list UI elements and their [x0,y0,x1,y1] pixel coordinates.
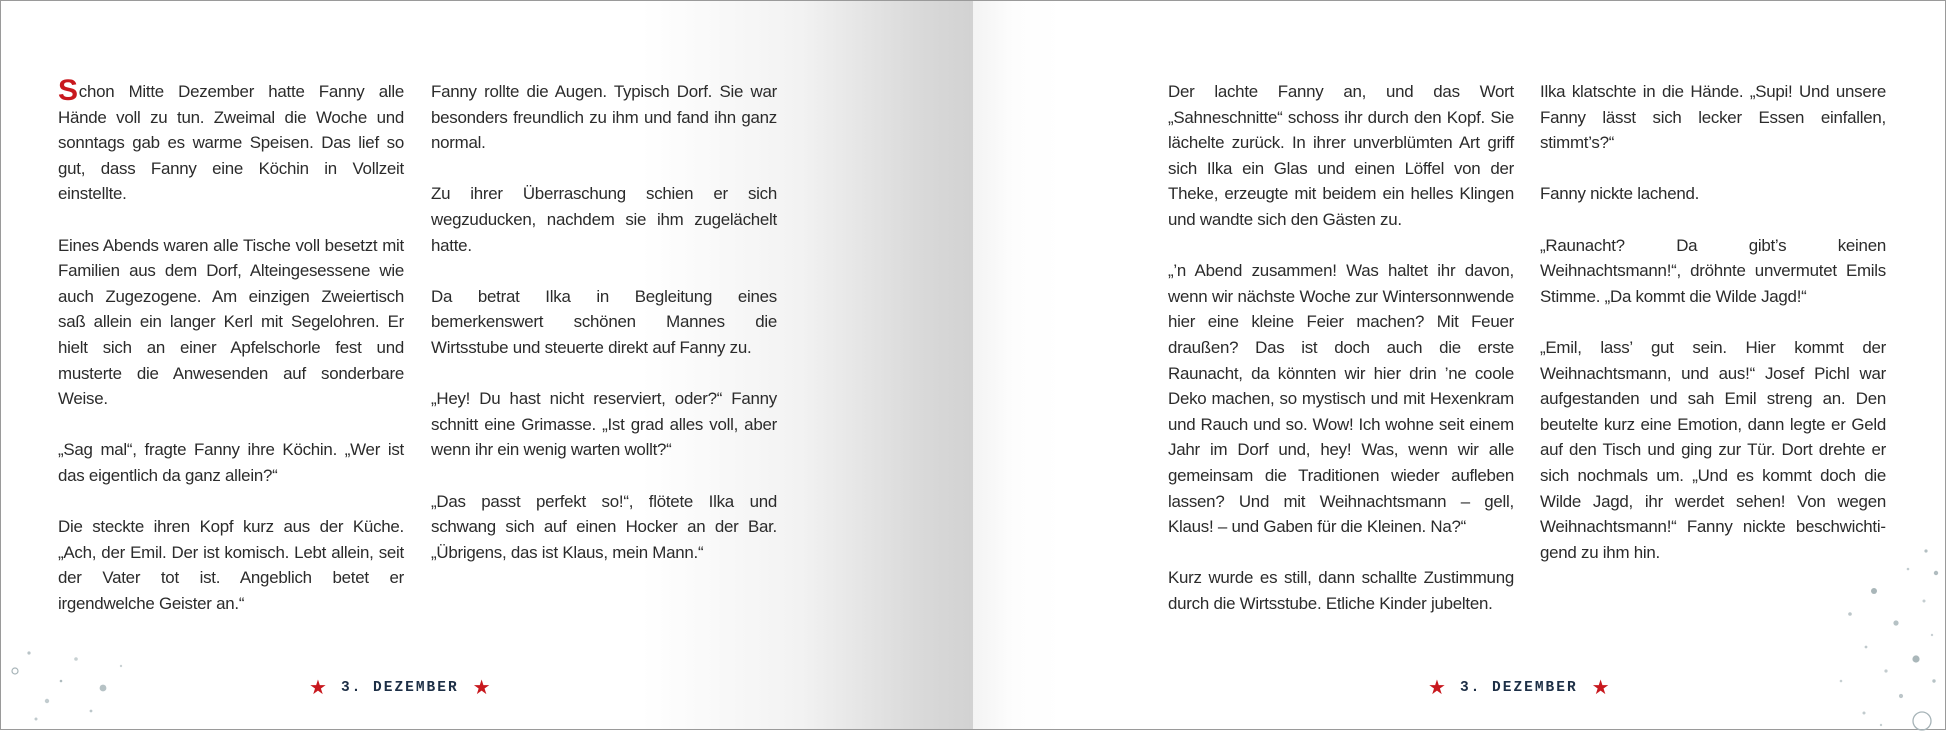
left-page [0,0,973,730]
chapter-label: 3. DEZEMBER [1459,680,1578,696]
paragraph: „Das passt perfekt so!“, flötete Ilka und schwang sich auf einen Hocker an der Bar. „Übrigens, das ist Klaus, mein Mann.“ [431,491,777,562]
paragraph: Ilka klatschte in die Hände. „Supi! Und unsere Fanny lässt sich lecker Essen einfallen, stimmt’s?“ [1540,82,1886,153]
chapter-label: 3. DEZEMBER [340,680,459,696]
paragraph: „Hey! Du hast nicht reserviert, oder?“ Fanny schnitt eine Grimasse. „Ist grad alles voll, aber wenn ihr ein wenig warten wollt?“ [431,389,777,460]
paragraph-text: chon Mitte Dezember hatte Fanny alle Hände voll zu tun. Zweimal die Woche und sonntags gab es warme Speisen. Das lief so gut, dass Fanny eine Köchin in Vollzeit einstellte. [58,82,404,204]
paragraph: „’n Abend zusammen! Was haltet ihr davon, wenn wir nächste Woche zur Wintersonnwende hier eine kleine Feier machen? Mit Feuer draußen? Das ist doch auch die erste Raunacht, da könnten wir hier drin ’ne coole Deko machen, so mystisch und mit Hexenkram und Rauch und so. Wow! Ich wohne seit einem Jahr im Dorf und, hey! Was, wenn wir alle gemeinsam die Traditionen wieder aufleben lassen? Und mit Weihnachtsmann – gell, Klaus! – und Gaben für die Kleinen. Na?“ [1168,261,1514,537]
dropcap: S [58,74,78,107]
paragraph: Kurz wurde es still, dann schallte Zustimmung durch die Wirtsstube. Etliche Kinder jubelten. [1168,568,1514,613]
snow-speckles-decoration [1746,531,1946,731]
star-icon: ★ [1591,677,1610,699]
paragraph: Zu ihrer Überraschung schien er sich wegzuducken, nachdem sie ihm zugelächelt hatte. [431,184,777,255]
left-column-1 [58,74,404,642]
snow-speckles-decoration [1,631,131,731]
paragraph: Fanny rollte die Augen. Typisch Dorf. Sie war besonders freundlich zu ihm und fand ihn ganz normal. [431,82,777,153]
paragraph: „Emil, lass’ gut sein. Hier kommt der Weihnachtsmann, und aus!“ Josef Pichl war aufgestanden und sah Emil streng an. Den beutelte kurz eine Emotion, dann legte er Geld auf den Tisch und ging zur Tür. Dort drehte er sich nochmals um. „Und es kommt doch die Wilde Jagd, ihr werdet sehen! Von wegen Weihnachtsmann!“ Fanny nickte beschwichtigend zu ihm hin. [1540,337,1886,562]
left-column-2 [431,79,777,591]
paragraph: „Raunacht? Da gibt’s keinen Weihnachtsmann!“, dröhnte unvermutet Emils Stimme. „Da kommt die Wilde Jagd!“ [1540,235,1886,306]
page-footer [309,677,491,699]
page-footer [1428,677,1610,699]
star-icon: ★ [309,677,327,699]
paragraph: Da betrat Ilka in Begleitung eines bemerkenswert schönen Mannes die Wirtsstube und steuerte direkt auf Fanny zu. [431,286,777,357]
paragraph: Der lachte Fanny an, und das Wort „Sahneschnitte“ schoss ihr durch den Kopf. Sie lächelte zurück. In ihrer unverblümten Art griff sich Ilka ein Glas und einen Löffel von der Theke, erzeugte mit beidem ein helles Klingen und wandte sich den Gästen zu. [1168,82,1514,229]
paragraph: „Sag mal“, fragte Fanny ihre Köchin. „Wer ist das eigentlich da ganz allein?“ [58,440,404,485]
paragraph: Die steckte ihren Kopf kurz aus der Küche. „Ach, der Emil. Der ist komisch. Lebt allein, seit der Vater tot ist. Angeblich betet er irgendwelche Geister an.“ [58,517,404,613]
paragraph: Eines Abends waren alle Tische voll besetzt mit Familien aus dem Dorf, Alteingesessene wie auch Zugezogene. Am einzigen Zweiertisch saß allein ein langer Kerl mit Segelohren. Er hielt sich an einer Apfelschorle fest und musterte die Anwesenden auf sonderbare Weise. [58,235,404,409]
right-column-1 [1168,79,1514,642]
star-icon: ★ [1428,677,1446,699]
right-page [973,0,1946,730]
paragraph: Fanny nickte lachend. [1540,184,1700,204]
star-icon: ★ [472,677,491,699]
right-column-2 [1540,79,1886,591]
paragraph [58,74,404,207]
